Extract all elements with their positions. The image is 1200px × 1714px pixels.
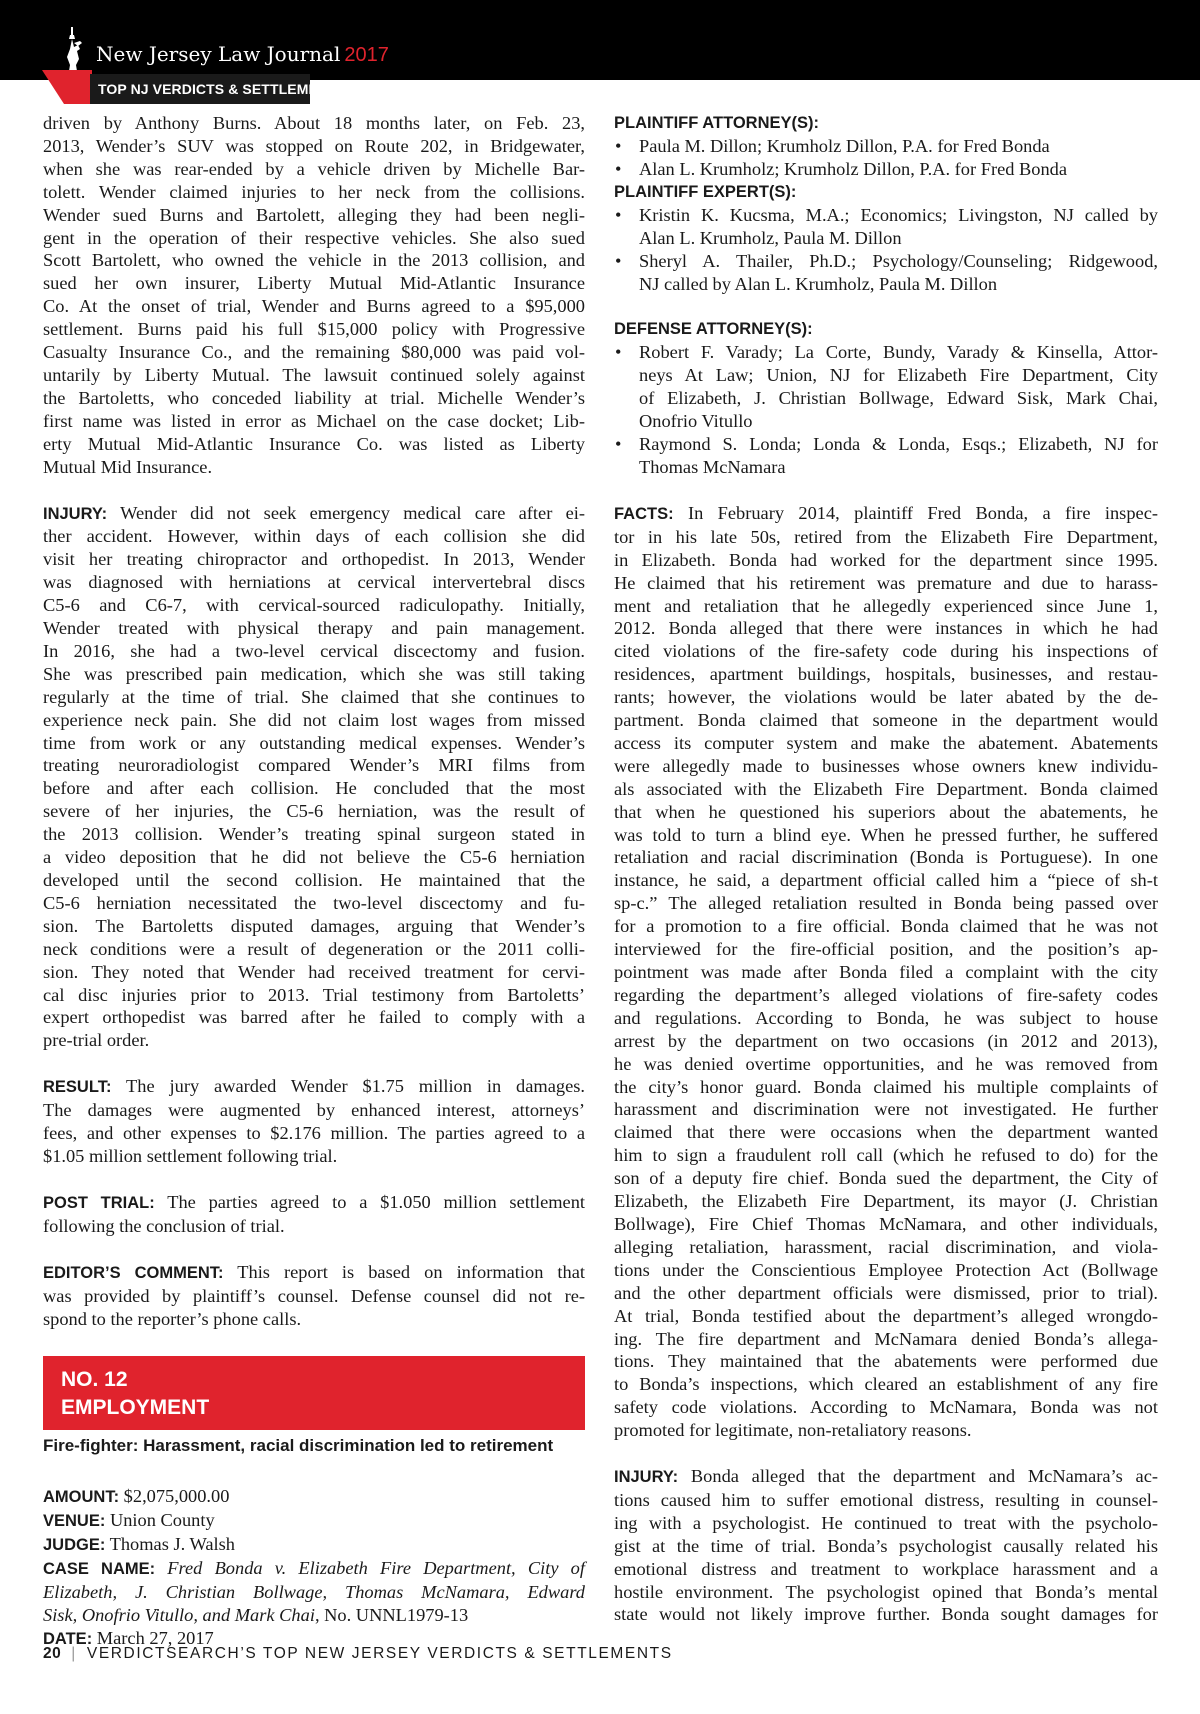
footer-title: VERDICTSEARCH’S TOP NEW JERSEY VERDICTS & SETTLEMENTS xyxy=(86,1645,673,1662)
section-banner: TOP NJ VERDICTS & SETTLEMENTS xyxy=(90,74,310,104)
case-name-line: CASE NAME: Fred Bonda v. Elizabeth Fire Department, City of xyxy=(43,1558,585,1579)
editors-comment-paragraph: EDITOR’S COMMENT: This report is based on information that was provided by plaintiff’s counsel. Defense counsel did not re- spond to the reporter’s phone calls. xyxy=(43,1261,586,1329)
injury-label: INJURY: xyxy=(614,1468,679,1487)
list-item: • Sheryl A. Thailer, Ph.D.; Psychology/Counseling; Ridgewood, NJ called by Alan L. Krumholz, Paula M. Dillon xyxy=(614,250,1158,296)
injury-paragraph: INJURY: Wender did not seek emergency medical care after ei- ther accident. However, within days of each collision she did visit her treating chiropractor and orthopedist. In 2013, Wender was diagnosed with herniations at cervical intervertebral discs C5-6 and C6-7, with cervical-sourced radiculopathy. Initially, Wender treated with physical therapy and pain management. In 2016, she had a two-level cervical discectomy and fusion. She was prescribed pain medication, which she was still taking regularly at the time of trial. She claimed that she continues to experience neck pain. She did not claim lost wages from missed time from work or any outstanding medical expenses. Wender’s treating neuroradiologist compared Wender’s MRI films from before and after each collision. He concluded that the most severe of her injuries, the C5-6 herniation, was the result of the 2013 collision. Wender’s treating spinal surgeon stated in a video deposition that he did not believe the C5-6 herniation developed until the second collision. He maintained that the C5-6 herniation necessitated the two-level discectomy and fu- sion. The Bartoletts disputed damages, arguing that Wender’s neck conditions were a result of degeneration or the 2011 colli- sion. They noted that Wender had received treatment for cervi- cal disc injuries prior to 2013. Trial testimony from Bartoletts’ expert orthopedist was barred after he failed to comply with a pre-trial order. xyxy=(43,502,585,1051)
plaintiff-attorneys-heading: PLAINTIFF ATTORNEY(S): xyxy=(614,114,820,132)
plaintiff-experts-heading: PLAINTIFF EXPERT(S): xyxy=(614,182,797,201)
list-item: • Kristin K. Kucsma, M.A.; Economics; Livingston, NJ called by Alan L. Krumholz, Paula M. Dillon xyxy=(614,204,1158,250)
case-subtitle: Fire-fighter: Harassment, racial discrimination led to retirement xyxy=(43,1436,554,1456)
amount-line: AMOUNT: $2,075,000.00 xyxy=(43,1486,230,1507)
post-trial-paragraph: POST TRIAL: The parties agreed to a $1.050 million settlement following the conclusion of trial. xyxy=(43,1191,586,1236)
right-column xyxy=(614,112,1158,1626)
continued-paragraph: driven by Anthony Burns. About 18 months later, on Feb. 23, 2013, Wender’s SUV was stopped on Route 202, in Bridgewater, when she was rear-ended by a vehicle driven by Michelle Bar- tolett. Wender claimed injuries to her neck from the collisions. Wender sued Burns and Bartolett, alleging they had been negli- gent in the operation of their respective vehicles. She also sued Scott Bartolett, who owned the vehicle in the 2013 collision, and sued her own insurer, Liberty Mutual Mid-Atlantic Insurance Co. At the onset of trial, Wender and Burns agreed to a $95,000 settlement. Burns paid his full $15,000 policy with Progressive Casualty Insurance Co., and the remaining $80,000 was paid vol- untarily by Liberty Mutual. The lawsuit continued solely against the Bartoletts, who conceded liability at trial. Michelle Wender’s first name was listed in error as Michael on the case docket; Lib- erty Mutual Mid-Atlantic Insurance Co. was listed as Liberty Mutual Mid Insurance. xyxy=(43,113,585,477)
red-ribbon-icon xyxy=(42,70,92,110)
facts-label: FACTS: xyxy=(614,504,674,523)
plaintiff-experts-list xyxy=(614,204,1158,296)
case-number: NO. 12 xyxy=(61,1368,128,1392)
case-details: AMOUNT: $2,075,000.00 VENUE: Union County JUDGE: Thomas J. Walsh CASE NAME: Fred Bonda v. Elizabeth Fire Department, City of Elizabeth, J. Christian Bollwage, Thomas McNamara, Edward Sisk, Onofrio Vitullo, and Mark Chai, No. UNNL1979-13 DATE: March 27, 2017 xyxy=(43,1485,585,1650)
result-paragraph: RESULT: The jury awarded Wender $1.75 million in damages. The damages were augmented by enhanced interest, attorneys’ fees, and other expenses to $2.176 million. The parties agreed to a $1.05 million settlement following trial. xyxy=(43,1076,585,1166)
bonda-injury-paragraph: INJURY: Bonda alleged that the department and McNamara’s ac- tions caused him to suffer emotional distress, resulting in counsel- ing with a psychologist. He continued to treat with the psycholo- gist at the time of trial. Bonda’s psychologist causally related his emotional distress and treatment to workplace harassment and a hostile environment. The psychologist opined that Bonda’s mental state would not likely improve further. Bonda sought damages for xyxy=(614,1466,1158,1625)
list-item: • Alan L. Krumholz; Krumholz Dillon, P.A. for Fred Bonda xyxy=(614,158,1158,181)
date-line: DATE: March 27, 2017 xyxy=(43,1627,214,1648)
left-column xyxy=(43,112,585,1651)
journal-title: New Jersey Law Journal 2017 xyxy=(96,42,389,66)
post-trial-label: POST TRIAL: xyxy=(43,1193,155,1212)
editors-comment-label: EDITOR’S COMMENT: xyxy=(43,1263,224,1282)
injury-label: INJURY: xyxy=(43,504,108,523)
facts-paragraph: FACTS: In February 2014, plaintiff Fred Bonda, a fire inspec- tor in his late 50s, retired from the Elizabeth Fire Department, in Elizabeth. Bonda had worked for the department since 1995. He claimed that his retirement was premature and due to harass- ment and retaliation that he allegedly experienced since June 1, 2012. Bonda alleged that there were instances in which he had cited violations of the fire-safety code during his inspections of residences, apartment buildings, hospitals, businesses, and restau- rants; however, the violations would be later abated by the de- partment. Bonda claimed that someone in the department would access its computer system and make the abatement. Abatements were allegedly made to businesses whose owners knew individu- als associated with the Elizabeth Fire Department. Bonda claimed that when he questioned his superiors about the abatements, he was told to turn a blind eye. When he pressed further, he suffered retaliation and racial discrimination (Bonda is Portuguese). In one instance, he said, a department official called him a “piece of sh-t sp-c.” The alleged retaliation resulted in Bonda being passed over for a promotion to a fire official. Bonda claimed that he was not interviewed for the fire-official position, and the position’s ap- pointment was made after Bonda filed a complaint with the city regarding the department’s alleged violations of fire-safety codes and regulations. According to Bonda, he was subject to house arrest by the department on two occasions (in 2012 and 2013), he was denied overtime opportunities, and he was removed from the city’s honor guard. Bonda claimed his multiple complaints of harassment and discrimination were not investigated. He further claimed that there were occasions when the department wanted him to sign a fraudulent roll call (which he refused to do) for the son of a deputy fire chief. Bonda sued the department, the City of Elizabeth, the Elizabeth Fire Department, its mayor (J. Christian Bollwage), Fire Chief Thomas McNamara, and other individuals, alleging retaliation, harassment, racial discrimination, and viola- tions under the Conscientious Employee Protection Act (Bollwage and the other department officials were dismissed, prior to trial). At trial, Bonda testified about the department’s alleged wrongdo- ing. The fire department and McNamara denied Bonda’s allega- tions. They maintained that the abatements were performed due to Bonda’s inspections, which cleared an establishment of any fire safety code violations. According to McNamara, Bonda was not promoted for legitimate, non-retaliatory reasons. xyxy=(614,502,1158,1441)
judge-line: JUDGE: Thomas J. Walsh xyxy=(43,1534,235,1555)
list-item: • Robert F. Varady; La Corte, Bundy, Varady & Kinsella, Attor- neys At Law; Union, NJ for Elizabeth Fire Department, City of Elizabeth, J. Christian Bollwage, Edward Sisk, Mark Chai, Onofrio Vitullo xyxy=(614,341,1158,433)
defense-attorneys-list xyxy=(614,341,1158,478)
case-category: EMPLOYMENT xyxy=(61,1396,210,1420)
plaintiff-attorneys-list xyxy=(614,135,1158,181)
case-number-box xyxy=(43,1356,585,1430)
list-item: • Raymond S. Londa; Londa & Londa, Esqs.; Elizabeth, NJ for Thomas McNamara xyxy=(614,433,1158,479)
page-footer xyxy=(43,1645,673,1663)
result-label: RESULT: xyxy=(43,1078,112,1097)
venue-line: VENUE: Union County xyxy=(43,1510,215,1531)
footer-separator: | xyxy=(71,1645,77,1662)
journal-year: 2017 xyxy=(344,44,389,66)
page-number: 20 xyxy=(43,1645,62,1662)
list-item: • Paula M. Dillon; Krumholz Dillon, P.A. for Fred Bonda xyxy=(614,135,1158,158)
masthead-bar xyxy=(0,0,1200,80)
defense-attorneys-heading: DEFENSE ATTORNEY(S): xyxy=(614,320,813,339)
